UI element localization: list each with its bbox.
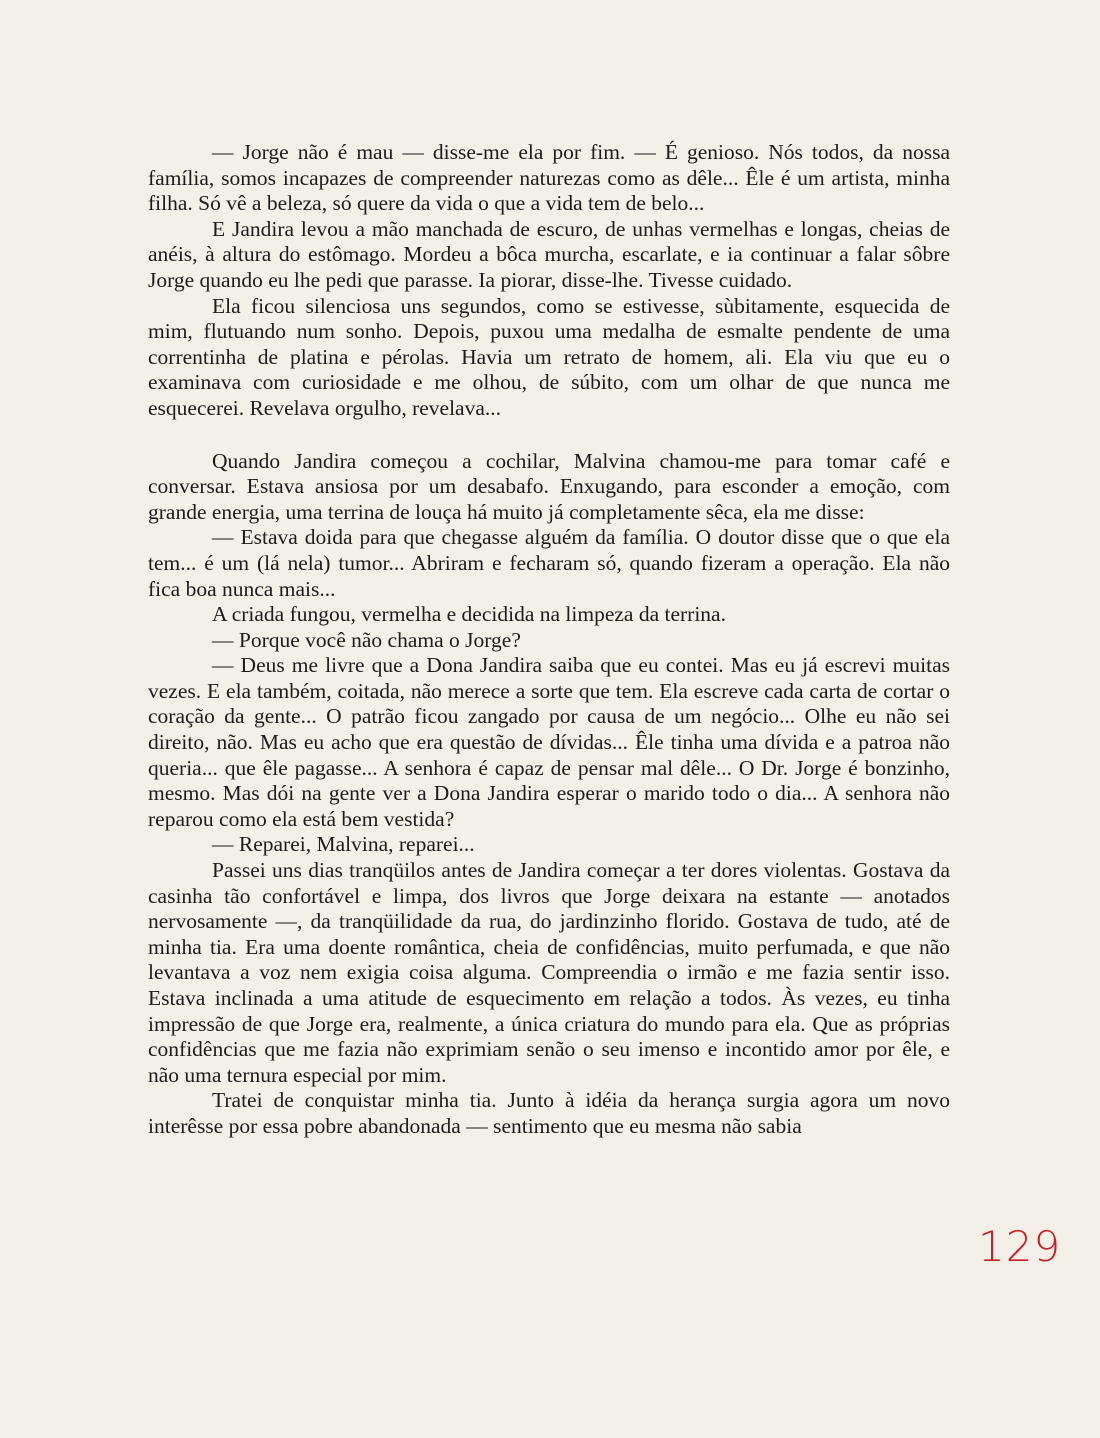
- paragraph: Quando Jandira começou a cochilar, Malvina chamou-me para tomar café e conversar. Estava ansiosa por um desabafo. Enxugando, para esconder a emoção, com grande energia, uma terrina de louça há muito já completamente sêca, ela me disse:: [148, 448, 950, 524]
- paragraph: — Deus me livre que a Dona Jandira saiba que eu contei. Mas eu já escrevi muitas vezes. E ela também, coitada, não merece a sorte que tem. Ela escreve cada carta de cortar o coração da gente... O patrão ficou zangado por causa de um negócio... Olhe eu não sei direito, não. Mas eu acho que era questão de dívidas... Êle tinha uma dívida e a patroa não queria... que êle pagasse... A senhora é capaz de pensar mal dêle... O Dr. Jorge é bonzinho, mesmo. Mas dói na gente ver a Dona Jandira esperar o marido todo o dia... A senhora não reparou como ela está bem vestida?: [148, 653, 950, 831]
- paragraph: Passei uns dias tranqüilos antes de Jandira começar a ter dores violentas. Gostava da casinha tão confortável e limpa, dos livros que Jorge deixara na estante — anotados nervosamente —, da tranqüilidade da rua, do jardinzinho florido. Gostava de tudo, até de minha tia. Era uma doente romântica, cheia de confidências, muito perfumada, e que não levantava a voz nem exigia coisa alguma. Compreendia o irmão e me fazia sentir isso. Estava inclinada a uma atitude de esquecimento em relação a todos. Às vezes, eu tinha impressão de que Jorge era, realmente, a única criatura do mundo para ela. Que as próprias confidências que me fazia não exprimiam senão o seu imenso e incontido amor por êle, e não uma ternura especial por mim.: [148, 858, 950, 1087]
- paragraph: Tratei de conquistar minha tia. Junto à idéia da herança surgia agora um novo interêsse por essa pobre abandonada — sentimento que eu mesma não sabia: [148, 1088, 950, 1138]
- paragraph: E Jandira levou a mão manchada de escuro, de unhas vermelhas e longas, cheias de anéis, à altura do estômago. Mordeu a bôca murcha, escarlate, e ia continuar a falar sôbre Jorge quando eu lhe pedi que parasse. Ia piorar, disse-lhe. Tivesse cuidado.: [148, 216, 950, 292]
- paragraph: — Porque você não chama o Jorge?: [212, 627, 521, 652]
- paragraph: Ela ficou silenciosa uns segundos, como se estivesse, sùbitamente, esquecida de mim, flutuando num sonho. Depois, puxou uma medalha de esmalte pendente de uma correntinha de platina e pérolas. Havia um retrato de homem, ali. Ela viu que eu o examinava com curiosidade e me olhou, de súbito, com um olhar de que nunca me esquecerei. Revelava orgulho, revelava...: [148, 293, 950, 420]
- paragraph: — Jorge não é mau — disse-me ela por fim. — É genioso. Nós todos, da nossa família, somos incapazes de compreender naturezas como as dêle... Êle é um artista, minha filha. Só vê a beleza, só quere da vida o que a vida tem de belo...: [148, 140, 950, 216]
- section-break: [148, 422, 950, 449]
- body-text: [148, 140, 950, 1140]
- paragraph: — Reparei, Malvina, reparei...: [212, 832, 475, 857]
- paragraph: — Estava doida para que chegasse alguém da família. O doutor disse que o que ela tem... é um (lá nela) tumor... Abriram e fecharam só, quando fizeram a operação. Ela não fica boa nunca mais...: [148, 525, 950, 601]
- paragraph: A criada fungou, vermelha e decidida na limpeza da terrina.: [212, 602, 726, 627]
- page-number: 129: [978, 1222, 1062, 1271]
